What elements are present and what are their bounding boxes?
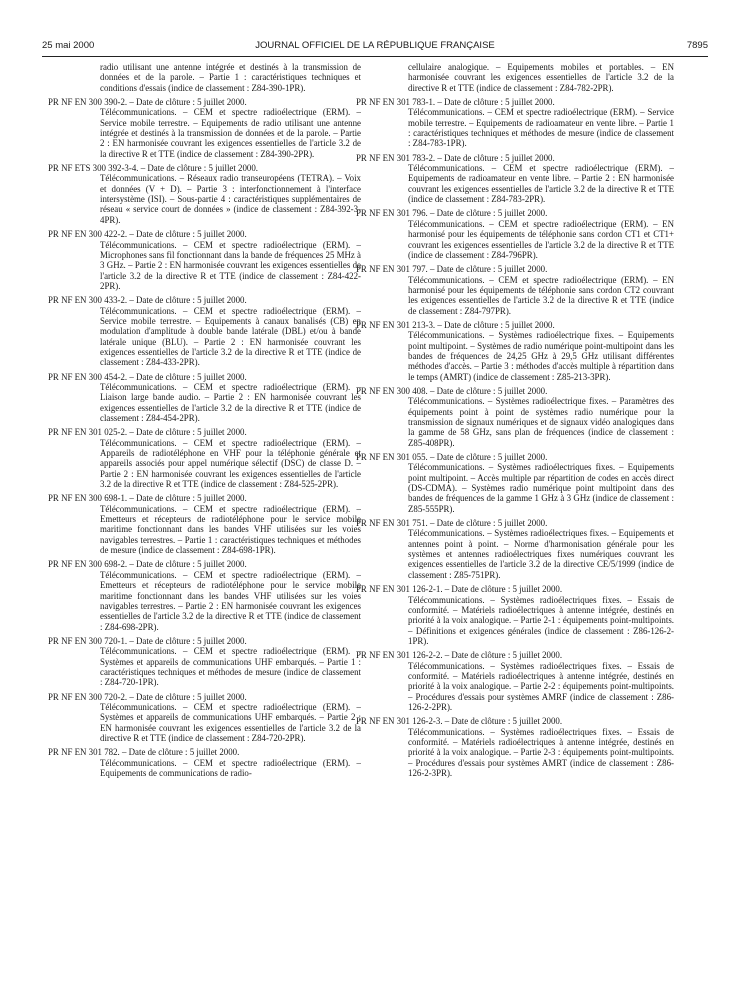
page-number: 7895 xyxy=(686,40,708,51)
entry-description: Télécommunications. – CEM et spectre radioélectrique (ERM). – Microphones sans fil fonctionnant dans la bande de fréquences 25 MHz à 3 GHz. – Partie 2 : EN harmonisée couvrant les exigences essentielles de l'article 3.2 de la directive R et TTE (indice de classement : Z84-422-2PR). xyxy=(100,239,361,291)
entry-description: Télécommunications. – CEM et spectre radioélectrique (ERM). – Equipements de communications de radio- xyxy=(100,757,361,778)
standard-entry xyxy=(356,452,674,514)
entry-heading: PR NF EN 301 126-2-3. – Date de clôture : 5 juillet 2000. xyxy=(356,716,563,727)
entry-heading: PR NF EN 300 433-2. – Date de clôture : 5 juillet 2000. xyxy=(48,295,247,306)
entry-heading: PR NF EN 301 783-2. – Date de clôture : 5 juillet 2000. xyxy=(356,152,555,163)
entry-heading: PR NF ETS 300 392-3-4. – Date de clôture : 5 juillet 2000. xyxy=(48,163,259,174)
entry-description: Télécommunications. – Systèmes radioélectriques fixes. – Essais de conformité. – Matériels radioélectriques à antenne intégrée, destinés en priorité à la voix analogique. – Partie 2-3 : équipements point-multipoints. – Procédures d'essais pour systèmes AMRT (indice de classement : Z86-126-2-3PR). xyxy=(408,726,674,778)
entry-description: cellulaire analogique. – Equipements mobiles et portables. – EN harmonisée couvrant les exigences essentielles de l'article 3.2 de la directive R et TTE (indice de classement : Z84-782-2PR). xyxy=(408,62,674,93)
entry-description: Télécommunications. – Systèmes radioélectriques fixes. – Essais de conformité. – Matériels radioélectriques à antenne intégrée, destinés en priorité à la voix analogique. – Partie 2-1 : équipements point-multipoints. – Définitions et exigences générales (indice de classement : Z86-126-2-1PR). xyxy=(408,594,674,646)
standard-entry xyxy=(48,97,361,159)
entry-description: Télécommunications. – CEM et spectre radioélectrique (ERM). – EN harmonisé pour les équipements de téléphonie sans cordon CT2 couvrant les exigences essentielles de l'article 3.2 de la directive R et TTE (indice de classement : Z84-797PR). xyxy=(408,274,674,316)
entry-description: Télécommunications. – Systèmes radioélectrique fixes. – Equipements point multipoint. – Systèmes de radio numérique point-multipoint dans les bandes de fréquences de 24,25 GHz à 29,5 GHz utilisant différentes méthodes d'accès. – Partie 3 : méthodes d'accès multiple à répartition dans le temps (AMRT) (indice de classement : Z85-213-3PR). xyxy=(408,330,674,382)
entry-heading: PR NF EN 301 126-2-2. – Date de clôture : 5 juillet 2000. xyxy=(356,650,563,661)
entry-description: Télécommunications. – CEM et spectre radioélectrique (ERM). – EN harmonisé pour les équipements de téléphonie sans cordon CT1 et CT1+ couvrant les exigences essentielles de l'article 3.2 de la directive R et TTE (indice de classement : Z84-796PR). xyxy=(408,218,674,260)
entry-heading: PR NF EN 301 213-3. – Date de clôture : 5 juillet 2000. xyxy=(356,319,555,330)
standard-entry xyxy=(48,635,361,688)
issue-date: 25 mai 2000 xyxy=(42,40,95,51)
journal-title: JOURNAL OFFICIEL DE LA RÉPUBLIQUE FRANÇAISE xyxy=(255,40,495,51)
entry-heading: PR NF EN 300 422-2. – Date de clôture : 5 juillet 2000. xyxy=(48,229,247,240)
standard-entry xyxy=(356,152,674,205)
entry-description: Télécommunications. – CEM et spectre radioélectrique (ERM). – Systèmes et appareils de communications UHF embarqués. – Partie 1 : caractéristiques techniques et méthodes de mesure (indice de classement : Z84-720-1PR). xyxy=(100,646,361,688)
standard-entry xyxy=(48,163,361,225)
entry-heading: PR NF EN 301 025-2. – Date de clôture : 5 juillet 2000. xyxy=(48,427,247,438)
entry-heading: PR NF EN 301 782. – Date de clôture : 5 juillet 2000. xyxy=(48,747,240,758)
right-column xyxy=(356,62,674,782)
entry-description: Télécommunications. – CEM et spectre radioélectrique (ERM). – Service mobile terrestre. – Equipements de radioamateur en vente libre. – Partie 1 : caractéristiques techniques et méthodes de mesure (indice de classement : Z84-783-1PR). xyxy=(408,107,674,149)
entry-heading: PR NF EN 300 390-2. – Date de clôture : 5 juillet 2000. xyxy=(48,97,247,108)
standard-entry xyxy=(356,264,674,316)
standard-entry xyxy=(48,427,361,490)
standard-entry xyxy=(48,691,361,744)
entry-description: Télécommunications. – Systèmes radioélectriques fixes. – Essais de conformité. – Matériels radioélectriques à antenne intégrée, destinés en priorité à la voix analogique. – Partie 2-2 : équipements point-multipoints. – Procédures d'essais pour systèmes AMRF (indice de classement : Z86-126-2-2PR). xyxy=(408,660,674,712)
standard-entry xyxy=(48,229,361,291)
standard-entry xyxy=(356,584,674,646)
standard-entry xyxy=(48,371,361,424)
standard-entry xyxy=(48,295,361,368)
standard-entry xyxy=(356,319,674,382)
entry-description: Télécommunications. – Systèmes radioélectriques fixes. – Equipements point multipoint. – Accès multiple par répartition de codes en accès direct (DS-CDMA). – Systèmes radio numérique point multipoint dans des bandes de fréquences de la gamme 1 GHz à 3 GHz (indice de classement : Z85-555PR). xyxy=(408,462,674,514)
entry-heading: PR NF EN 301 783-1. – Date de clôture : 5 juillet 2000. xyxy=(356,97,555,108)
page-header xyxy=(42,40,708,54)
entry-description: Télécommunications. – CEM et spectre radioélectrique (ERM). – Emetteurs et récepteurs de radiotéléphone pour le service mobile maritime fonctionnant dans les bandes VHF utilisées sur les voies navigables terrestres. – Partie 2 : EN harmonisée couvrant les exigences essentielles de l'article 3.2 de la directive R et TTE (indice de classement : Z84-698-2PR). xyxy=(100,569,361,632)
left-column xyxy=(48,62,361,782)
standard-entry xyxy=(48,493,361,556)
entry-heading: PR NF EN 300 454-2. – Date de clôture : 5 juillet 2000. xyxy=(48,371,247,382)
entry-description: Télécommunications. – CEM et spectre radioélectrique (ERM). – Service mobile terrestre. – Equipements à canaux banalisés (CB) en modulation d'amplitude à double bande latérale (DBL) et/ou à bande latérale unique (BLU). – Partie 2 : EN harmonisée couvrant les exigences essentielles de l'article 3.2 de la directive R et TTE (indice de classement : Z84-433-2PR). xyxy=(100,305,361,368)
standard-entry xyxy=(356,208,674,260)
entry-description: Télécommunications. – CEM et spectre radioélectrique (ERM). – Liaison large bande audio. – Partie 2 : EN harmonisée couvrant les exigences essentielles de l'article 3.2 de la directive R et TTE (indice de classement : Z84-454-2PR). xyxy=(100,381,361,423)
entry-heading: PR NF EN 301 126-2-1. – Date de clôture : 5 juillet 2000. xyxy=(356,584,563,595)
entry-description: Télécommunications. – Systèmes radioélectriques fixes. – Equipements et antennes point à point. – Norme d'harmonisation générale pour les systèmes et antennes radioélectriques fixes numériques couvrant les exigences essentielles de l'article 3.2 de la directive CE/5/1999 (indice de classement : Z85-751PR). xyxy=(408,528,674,580)
entry-continuation xyxy=(382,62,674,93)
standard-entry xyxy=(356,650,674,712)
entry-heading: PR NF EN 300 720-2. – Date de clôture : 5 juillet 2000. xyxy=(48,691,247,702)
entry-continuation xyxy=(74,62,361,93)
standard-entry xyxy=(356,716,674,778)
entry-description: radio utilisant une antenne intégrée et destinés à la transmission de données et de la parole. – Partie 1 : caractéristiques techniques et conditions d'essais (indice de classement : Z84-390-1PR). xyxy=(100,62,361,93)
entry-description: Télécommunications. – CEM et spectre radioélectrique (ERM). – Equipements de radioamateur en vente libre. – Partie 2 : EN harmonisée couvrant les exigences essentielles de l'article 3.2 de la directive R et TTE (indice de classement : Z84-783-2PR). xyxy=(408,163,674,205)
entry-heading: PR NF EN 301 751. – Date de clôture : 5 juillet 2000. xyxy=(356,518,548,529)
entry-heading: PR NF EN 301 796. – Date de clôture : 5 juillet 2000. xyxy=(356,208,548,219)
entry-description: Télécommunications. – CEM et spectre radioélectrique (ERM). – Systèmes et appareils de communications UHF embarqués. – Partie 2 : EN harmonisée couvrant les exigences essentielles de l'article 3.2 de la directive R et TTE (indice de classement : Z84-720-2PR). xyxy=(100,701,361,743)
entry-heading: PR NF EN 300 698-2. – Date de clôture : 5 juillet 2000. xyxy=(48,559,247,570)
header-rule xyxy=(42,56,708,57)
entry-description: Télécommunications. – CEM et spectre radioélectrique (ERM). – Service mobile terrestre. – Equipements de radio utilisant une antenne intégrée et destinés à la transmission de données et de la parole. – Partie 2 : EN harmonisée couvrant les exigences essentielles de l'article 3.2 de la directive R et TTE (indice de classement : Z84-390-2PR). xyxy=(100,107,361,159)
entry-heading: PR NF EN 301 797. – Date de clôture : 5 juillet 2000. xyxy=(356,264,548,275)
entry-heading: PR NF EN 300 698-1. – Date de clôture : 5 juillet 2000. xyxy=(48,493,247,504)
standard-entry xyxy=(356,97,674,149)
standard-entry xyxy=(356,518,674,580)
entry-description: Télécommunications. – CEM et spectre radioélectrique (ERM). – Appareils de radiotéléphone en VHF pour la téléphonie générale et appareils associés pour appel numérique sélectif (DSC) de classe D. – Partie 2 : EN harmonisée couvrant les exigences essentielles de l'article 3.2 de la directive R et TTE (indice de classement : Z84-525-2PR). xyxy=(100,437,361,490)
entry-heading: PR NF EN 300 720-1. – Date de clôture : 5 juillet 2000. xyxy=(48,635,247,646)
standard-entry xyxy=(48,559,361,632)
standard-entry xyxy=(48,747,361,778)
entry-heading: PR NF EN 300 408. – Date de clôture : 5 juillet 2000. xyxy=(356,385,548,396)
entry-description: Télécommunications. – Systèmes radioélectrique fixes. – Paramètres des équipements point à point de systèmes radio numérique pour la transmission de signaux numériques et de signaux vidéo analogiques dans la gamme de 58 GHz, sans plan de fréquences (indice de classement : Z85-408PR). xyxy=(408,396,674,448)
standard-entry xyxy=(356,385,674,448)
entry-description: Télécommunications. – Réseaux radio transeuropéens (TETRA). – Voix et données (V + D). – Partie 3 : interfonctionnement à l'interface intersystème (ISI). – Sous-partie 4 : caractéristiques supplémentaires de réseau « service court de données » (indice de classement : Z84-392-3-4PR). xyxy=(100,173,361,225)
entry-description: Télécommunications. – CEM et spectre radioélectrique (ERM). – Emetteurs et récepteurs de radiotéléphone pour le service mobile maritime fonctionnant dans les bandes VHF utilisées sur les voies navigables terrestres. – Partie 1 : caractéristiques techniques et méthodes de mesure (indice de classement : Z84-698-1PR). xyxy=(100,503,361,556)
entry-heading: PR NF EN 301 055. – Date de clôture : 5 juillet 2000. xyxy=(356,452,548,463)
